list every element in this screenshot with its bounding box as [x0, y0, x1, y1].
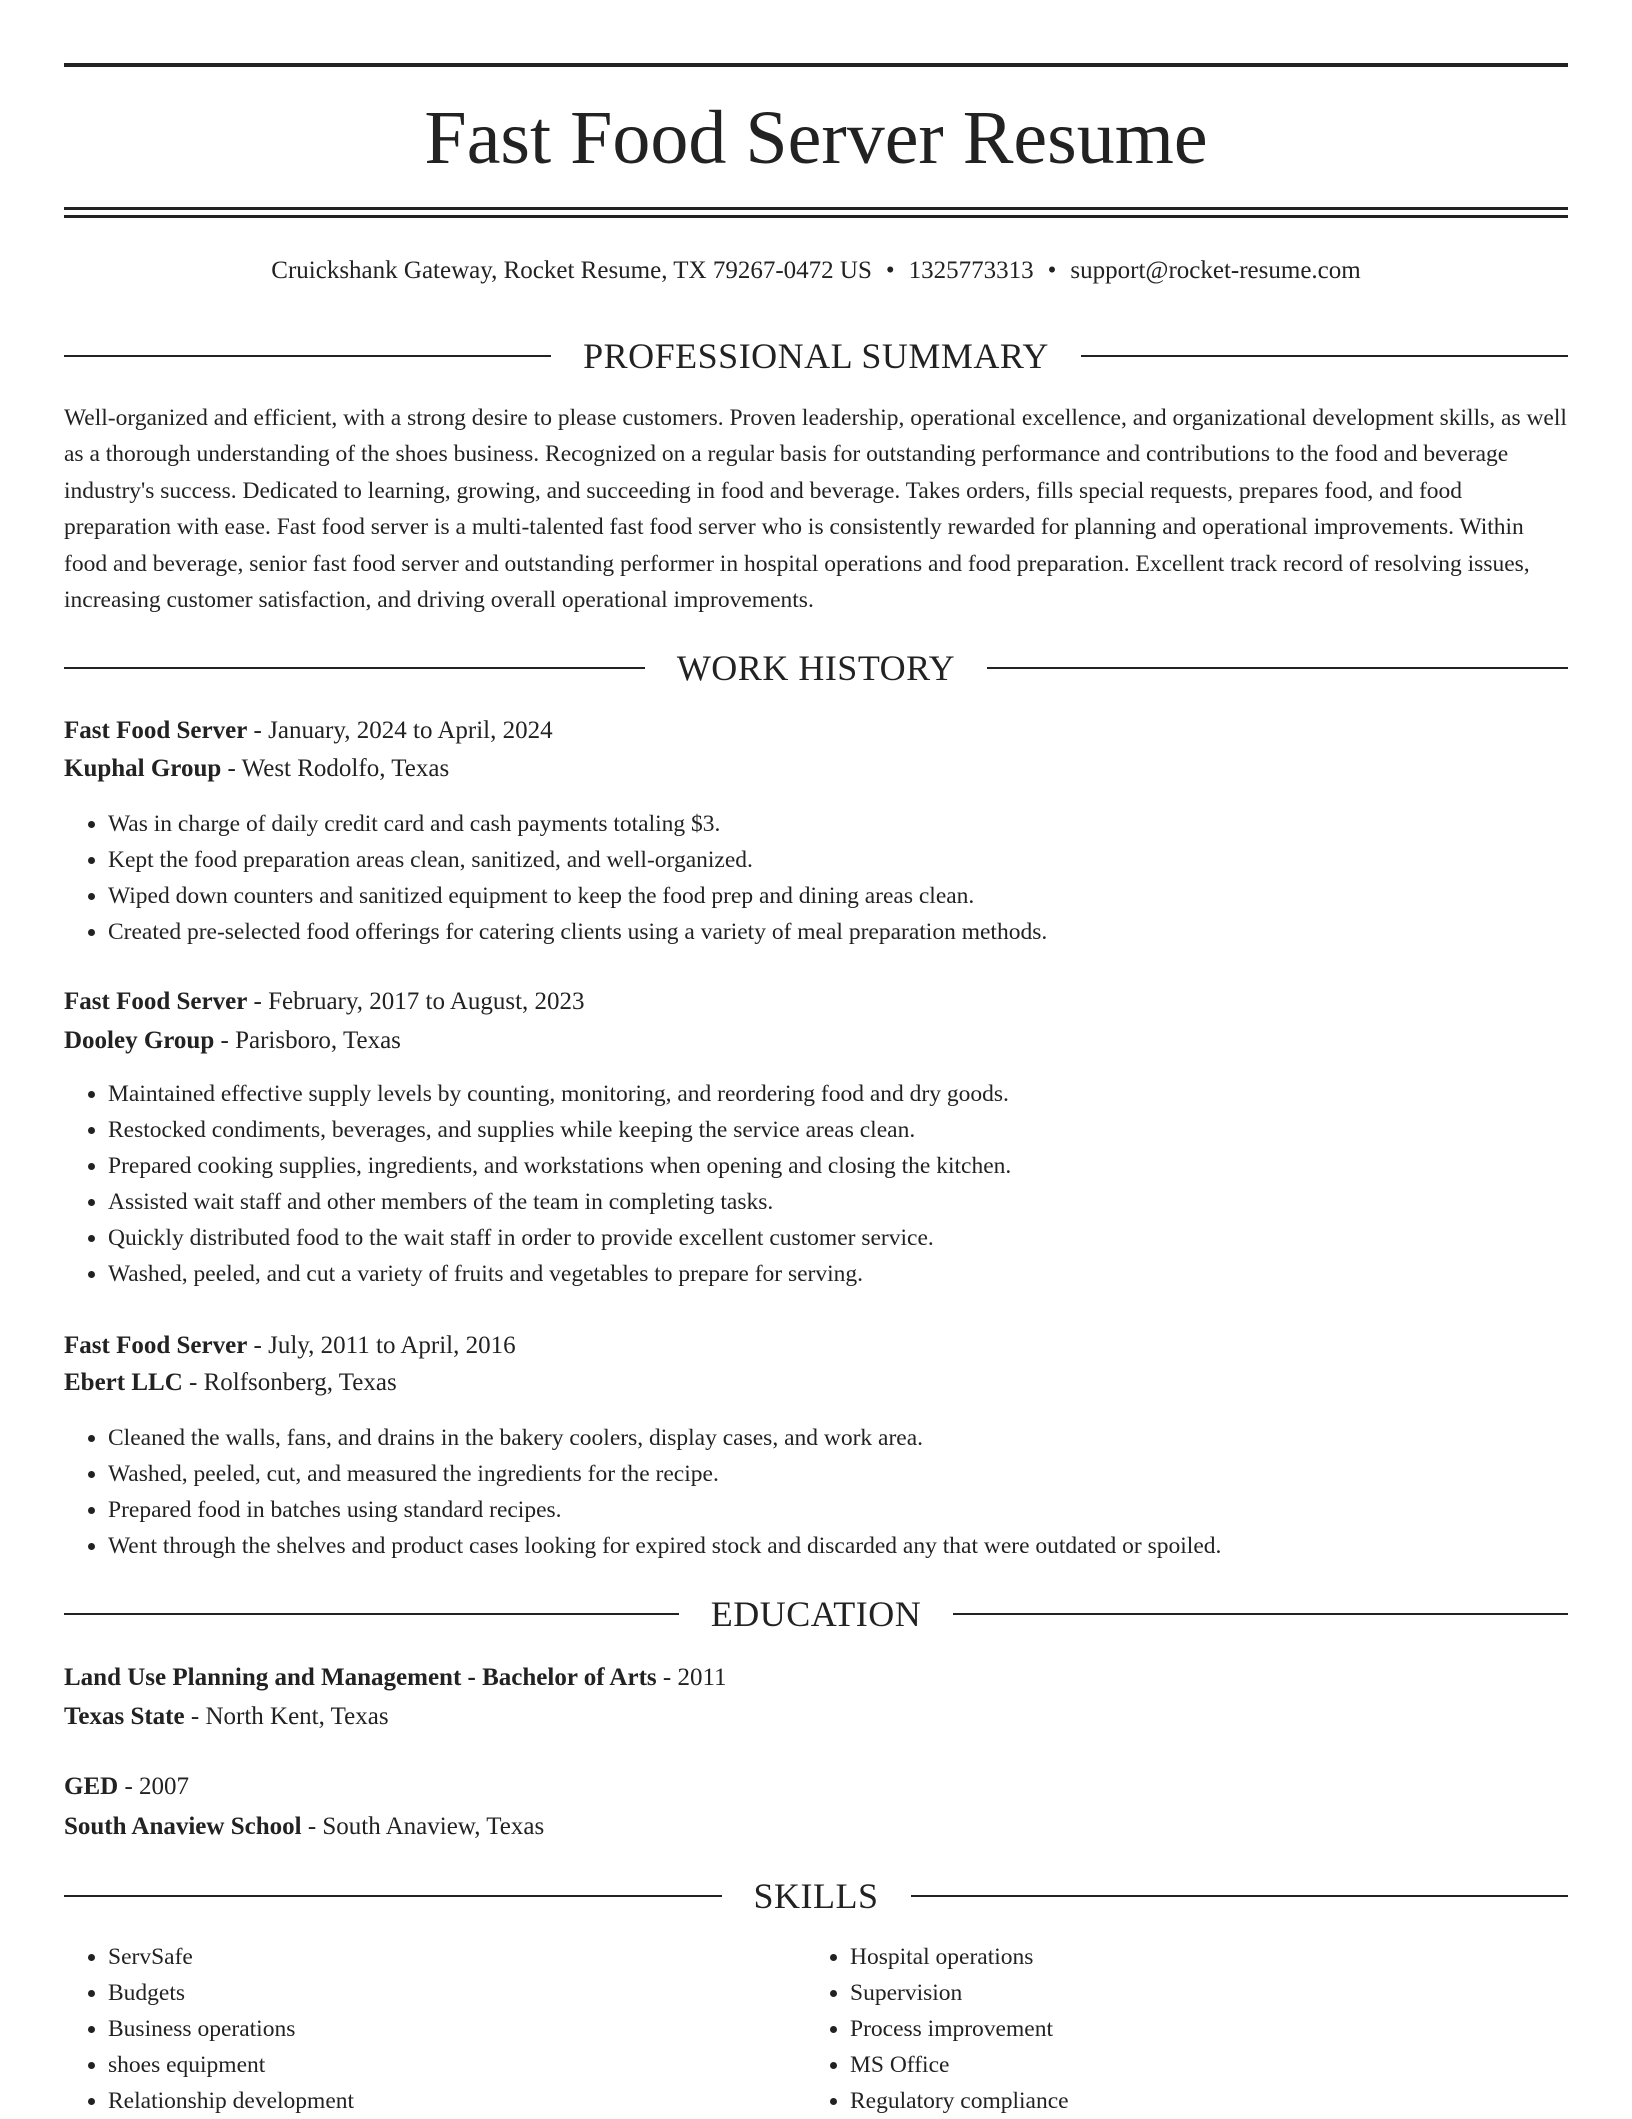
section-heading-work	[64, 644, 1568, 692]
section-title: SKILLS	[753, 1876, 879, 1916]
section-title: WORK HISTORY	[676, 648, 956, 688]
education-location: North Kent, Texas	[205, 1703, 389, 1730]
job-bullets	[64, 1420, 1612, 1564]
section-divider	[1081, 355, 1568, 357]
skill-item: • Regulatory compliance	[850, 2083, 1632, 2119]
list-item: • Restocked condiments, beverages, and supplies while keeping the service areas clean.	[108, 1112, 1612, 1148]
contact-separator: •	[885, 257, 895, 284]
section-divider	[64, 355, 551, 357]
title-rule-lower	[64, 215, 1568, 218]
job-title-line: Fast Food Server - January, 2024 to April, 2024	[64, 717, 553, 744]
education-degree-line: GED - 2007	[64, 1773, 190, 1800]
contact-line	[64, 254, 1568, 288]
section-divider	[64, 667, 645, 669]
job-title-line: Fast Food Server - February, 2017 to August, 2023	[64, 988, 585, 1015]
skill-item: • Process improvement	[850, 2011, 1632, 2047]
list-item: • Kept the food preparation areas clean, sanitized, and well-organized.	[108, 842, 1612, 878]
job-dates: January, 2024 to April, 2024	[268, 717, 553, 744]
education-school-line: Texas State - North Kent, Texas	[64, 1703, 389, 1730]
top-rule	[64, 63, 1568, 67]
section-divider	[64, 1895, 722, 1897]
list-item: • Cleaned the walls, fans, and drains in the bakery coolers, display cases, and work area.	[108, 1420, 1612, 1456]
job-location: Rolfsonberg, Texas	[203, 1369, 397, 1396]
education-school-line: South Anaview School - South Anaview, Texas	[64, 1813, 545, 1840]
summary-paragraph: Well-organized and efficient, with a strong desire to please customers. Proven leadership, operational excellence, and organizational development skills, as well as a thorough understanding of the shoes business. Recognized on a regular basis for outstanding performance and contributions to the food and beverage industry's success. Dedicated to learning, growing, and succeeding in food and beverage. Takes orders, fills special requests, prepares food, and food preparation with ease. Fast food server is a multi-talented fast food server who is consistently rewarded for planning and operational improvements. Within food and beverage, senior fast food server and outstanding performer in hospital operations and food preparation. Excellent track record of resolving issues, increasing customer satisfaction, and driving overall operational improvements.	[64, 405, 1567, 614]
job-location: West Rodolfo, Texas	[241, 755, 450, 782]
skill-item: • Business operations	[108, 2011, 1612, 2047]
list-item: • Created pre-selected food offerings for catering clients using a variety of meal preparation methods.	[108, 914, 1612, 950]
list-item: • Washed, peeled, cut, and measured the ingredients for the recipe.	[108, 1456, 1612, 1492]
section-divider	[64, 1613, 679, 1615]
job-location: Parisboro, Texas	[235, 1027, 401, 1054]
list-item: • Was in charge of daily credit card and cash payments totaling $3.	[108, 806, 1612, 842]
contact-phone: 1325773313	[908, 257, 1034, 284]
section-divider	[911, 1895, 1569, 1897]
education-degree: Land Use Planning and Management - Bachelor of Arts	[64, 1664, 657, 1691]
job-company-line: Kuphal Group - West Rodolfo, Texas	[64, 755, 450, 782]
contact-email[interactable]: support@rocket-resume.com	[1070, 257, 1361, 284]
skill-item: • MS Office	[850, 2047, 1632, 2083]
skills-list-right	[806, 1939, 1632, 2119]
education-degree-line: Land Use Planning and Management - Bachelor of Arts - 2011	[64, 1664, 727, 1691]
education-school: Texas State	[64, 1703, 185, 1730]
job-company: Ebert LLC	[64, 1369, 183, 1396]
contact-address: Cruickshank Gateway, Rocket Resume, TX 79267-0472 US	[271, 257, 872, 284]
education-degree: GED	[64, 1773, 119, 1800]
job-title: Fast Food Server	[64, 1332, 248, 1359]
list-item: • Wiped down counters and sanitized equipment to keep the food prep and dining areas clean.	[108, 878, 1612, 914]
skill-item: • Relationship development	[108, 2083, 1612, 2119]
section-heading-summary	[64, 332, 1568, 380]
section-divider	[987, 667, 1568, 669]
list-item: • Assisted wait staff and other members of the team in completing tasks.	[108, 1184, 1612, 1220]
skill-item: • ServSafe	[108, 1939, 1612, 1975]
job-bullets	[64, 806, 1612, 950]
list-item: • Prepared cooking supplies, ingredients, and workstations when opening and closing the kitchen.	[108, 1148, 1612, 1184]
section-title: EDUCATION	[710, 1594, 922, 1634]
job-company: Dooley Group	[64, 1027, 215, 1054]
section-divider	[953, 1613, 1568, 1615]
list-item: • Washed, peeled, and cut a variety of fruits and vegetables to prepare for serving.	[108, 1256, 1612, 1292]
job-company-line: Ebert LLC - Rolfsonberg, Texas	[64, 1369, 397, 1396]
job-company: Kuphal Group	[64, 755, 222, 782]
skill-item: • shoes equipment	[108, 2047, 1612, 2083]
education-location: South Anaview, Texas	[322, 1813, 545, 1840]
job-title: Fast Food Server	[64, 988, 248, 1015]
job-title-line: Fast Food Server - July, 2011 to April, 2016	[64, 1332, 516, 1359]
skill-item: • Hospital operations	[850, 1939, 1632, 1975]
list-item: • Maintained effective supply levels by counting, monitoring, and reordering food and dry goods.	[108, 1076, 1612, 1112]
list-item: • Went through the shelves and product cases looking for expired stock and discarded any that were outdated or spoiled.	[108, 1528, 1612, 1564]
education-year: 2007	[139, 1773, 190, 1800]
skill-item: • Budgets	[108, 1975, 1612, 2011]
list-item: • Prepared food in batches using standard recipes.	[108, 1492, 1612, 1528]
page-title: Fast Food Server Resume	[424, 96, 1208, 180]
section-title: PROFESSIONAL SUMMARY	[583, 336, 1049, 376]
title-rule-upper	[64, 207, 1568, 210]
job-dates: July, 2011 to April, 2016	[268, 1332, 516, 1359]
job-company-line: Dooley Group - Parisboro, Texas	[64, 1027, 401, 1054]
list-item: • Quickly distributed food to the wait staff in order to provide excellent customer service.	[108, 1220, 1612, 1256]
contact-separator: •	[1047, 257, 1057, 284]
job-title: Fast Food Server	[64, 717, 248, 744]
section-heading-skills	[64, 1872, 1568, 1920]
skill-item: • Supervision	[850, 1975, 1632, 2011]
section-heading-education	[64, 1590, 1568, 1638]
job-bullets	[64, 1076, 1612, 1292]
education-school: South Anaview School	[64, 1813, 302, 1840]
education-year: 2011	[677, 1664, 727, 1691]
job-dates: February, 2017 to August, 2023	[268, 988, 585, 1015]
